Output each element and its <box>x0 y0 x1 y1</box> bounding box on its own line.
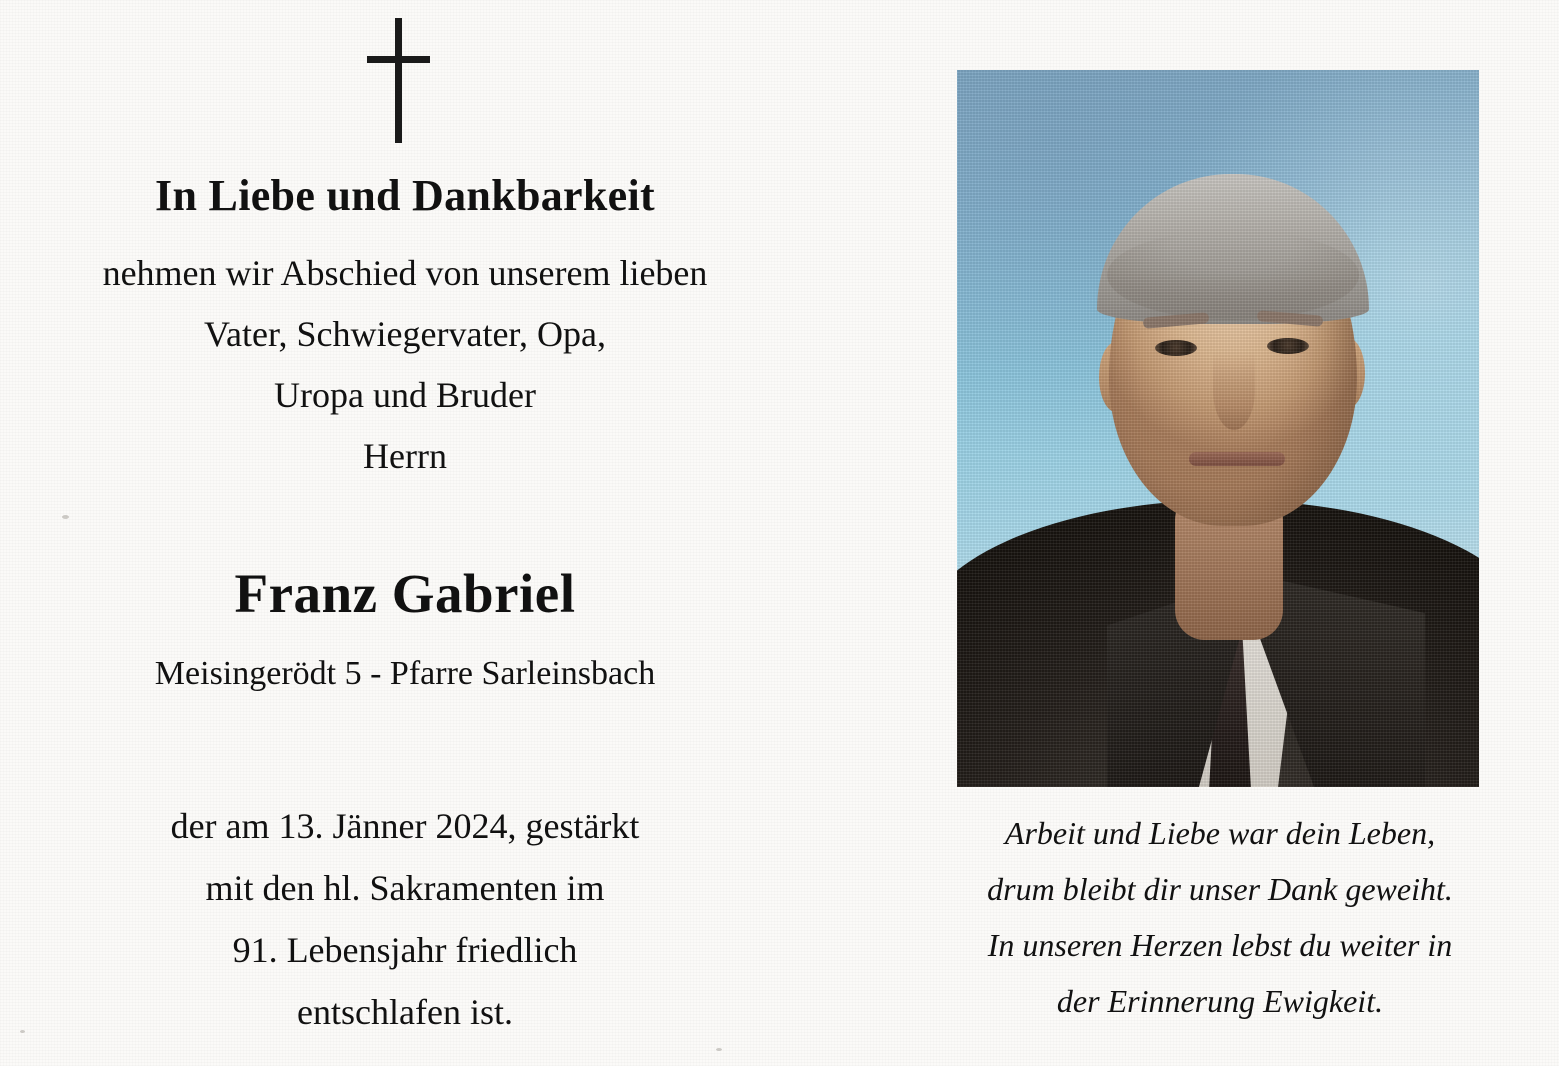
verse-line: Arbeit und Liebe war dein Leben, <box>1004 815 1436 851</box>
nose-shape <box>1213 350 1255 430</box>
mouth-shape <box>1189 452 1285 466</box>
cross-horizontal-bar <box>367 56 430 63</box>
deceased-address: Meisingerödt 5 - Pfarre Sarleinsbach <box>154 655 656 692</box>
photo-column <box>880 0 1559 1066</box>
verse-line: drum bleibt dir unser Dank geweiht. <box>987 871 1453 907</box>
headline: In Liebe und Dankbarkeit <box>155 171 655 220</box>
verse-line: In unseren Herzen lebst du weiter in <box>987 927 1453 963</box>
cross-icon <box>348 18 448 143</box>
intro-line: Vater, Schwiegervater, Opa, <box>204 314 606 354</box>
death-line: mit den hl. Sakramenten im <box>205 868 605 908</box>
hair-shadow <box>1107 230 1359 320</box>
death-details <box>0 795 810 1043</box>
eye-right <box>1267 338 1309 354</box>
cross-vertical-bar <box>395 18 402 143</box>
eye-left <box>1155 340 1197 356</box>
portrait-photo <box>957 70 1479 787</box>
death-line: entschlafen ist. <box>297 992 513 1032</box>
memorial-verse <box>910 805 1530 1029</box>
deceased-name: Franz Gabriel <box>234 563 576 624</box>
death-line: 91. Lebensjahr friedlich <box>232 930 578 970</box>
intro-line: Herrn <box>363 436 447 476</box>
death-line: der am 13. Jänner 2024, gestärkt <box>170 806 640 846</box>
intro-line: nehmen wir Abschied von unserem lieben <box>102 253 708 293</box>
intro-text <box>0 243 810 487</box>
verse-line: der Erinnerung Ewigkeit. <box>1056 983 1384 1019</box>
intro-line: Uropa und Bruder <box>274 375 536 415</box>
